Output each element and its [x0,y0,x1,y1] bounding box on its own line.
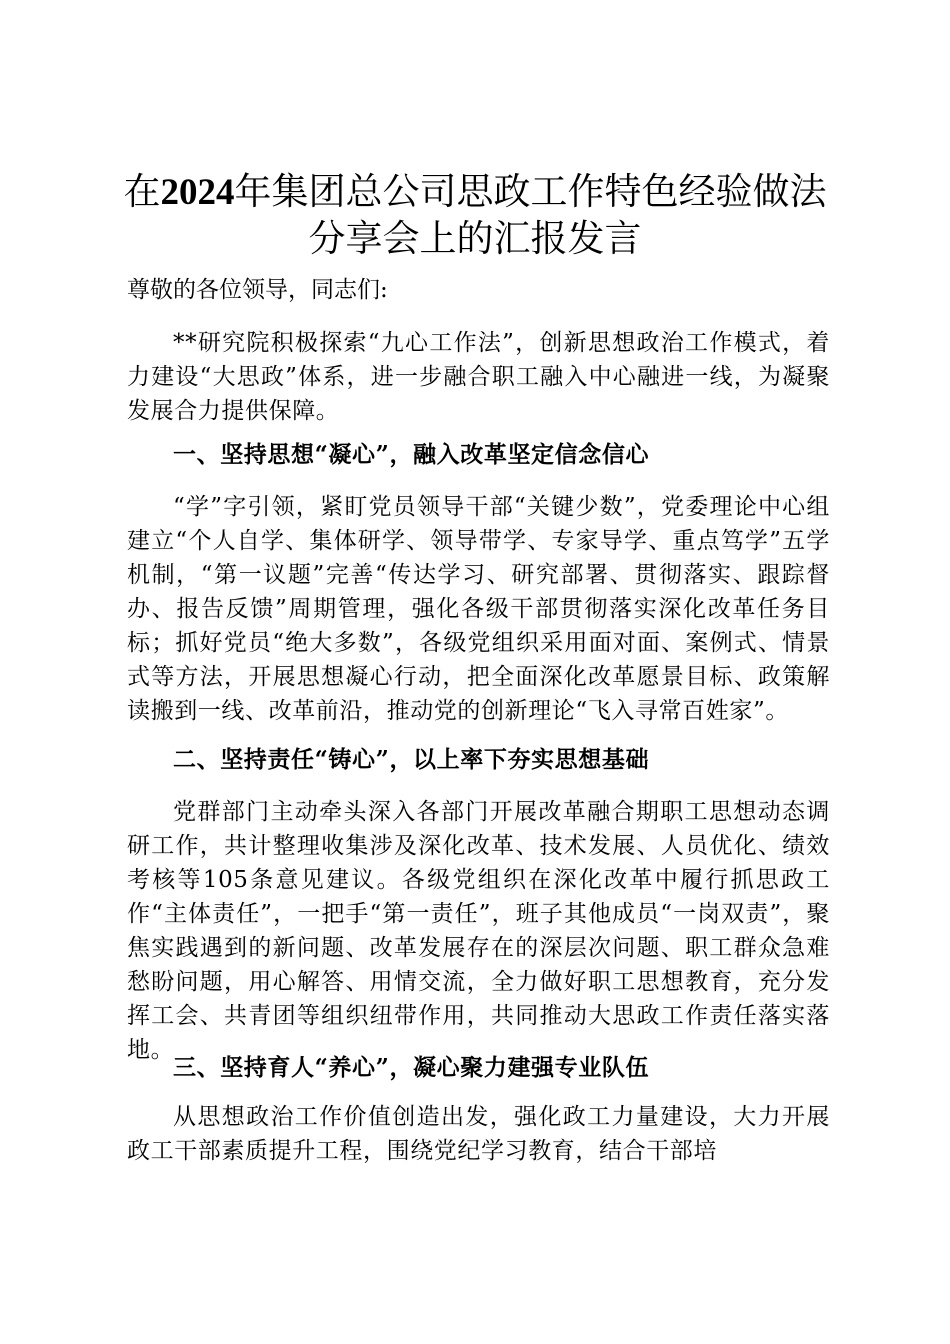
section-3-body: 从思想政治工作价值创造出发，强化政工力量建设，大力开展政工干部素质提升工程，围绕党纪学习教育，结合干部培 [127,1104,830,1164]
salutation: 尊敬的各位领导，同志们: [127,277,388,303]
section-1-body: “学”字引领，紧盯党员领导干部“关键少数”，党委理论中心组建立“个人自学、集体研学、领导带学、专家导学、重点笃学”五学机制，“第一议题”完善“传达学习、研究部署、贯彻落实、跟踪督办、报告反馈”周期管理，强化各级干部贯彻落实深化改革任务目标；抓好党员“绝大多数”，各级党组织采用面对面、案例式、情景式等方法，开展思想凝心行动，把全面深化改革愿景目标、政策解读搬到一线、改革前沿，推动党的创新理论“飞入寻常百姓家”。 [127,494,830,724]
title-prefix: 在 [123,170,161,213]
section-2-heading: 二、坚持责任“铸心”，以上率下夯实思想基础 [173,746,650,773]
title-year: 2024 [160,172,235,213]
section-3-heading: 三、坚持育人“养心”，凝心聚力建强专业队伍 [173,1054,650,1081]
document-title-line-2: 分享会上的汇报发言 [308,217,642,260]
section-1-heading: 一、坚持思想“凝心”，融入改革坚定信念信心 [173,441,650,468]
section-2-body: 党群部门主动牵头深入各部门开展改革融合期职工思想动态调研工作，共计整理收集涉及深化改革、技术发展、人员优化、绩效考核等105条意见建议。各级党组织在深化改革中履行抓思政工作“主体责任”，一把手“第一责任”，班子其他成员“一岗双责”，聚焦实践遇到的新问题、改革发展存在的深层次问题、职工群众急难愁盼问题，用心解答、用情交流，全力做好职工思想教育，充分发挥工会、共青团等组织纽带作用，共同推动大思政工作责任落实落地。 [127,799,830,1063]
title-suffix: 年集团总公司思政工作特色经验做法 [234,170,827,213]
document-title-line-1 [100,166,850,219]
intro-paragraph: **研究院积极探索“九心工作法”，创新思想政治工作模式，着力建设“大思政”体系，进一步融合职工融入中心融进一线，为凝聚发展合力提供保障。 [127,330,830,424]
